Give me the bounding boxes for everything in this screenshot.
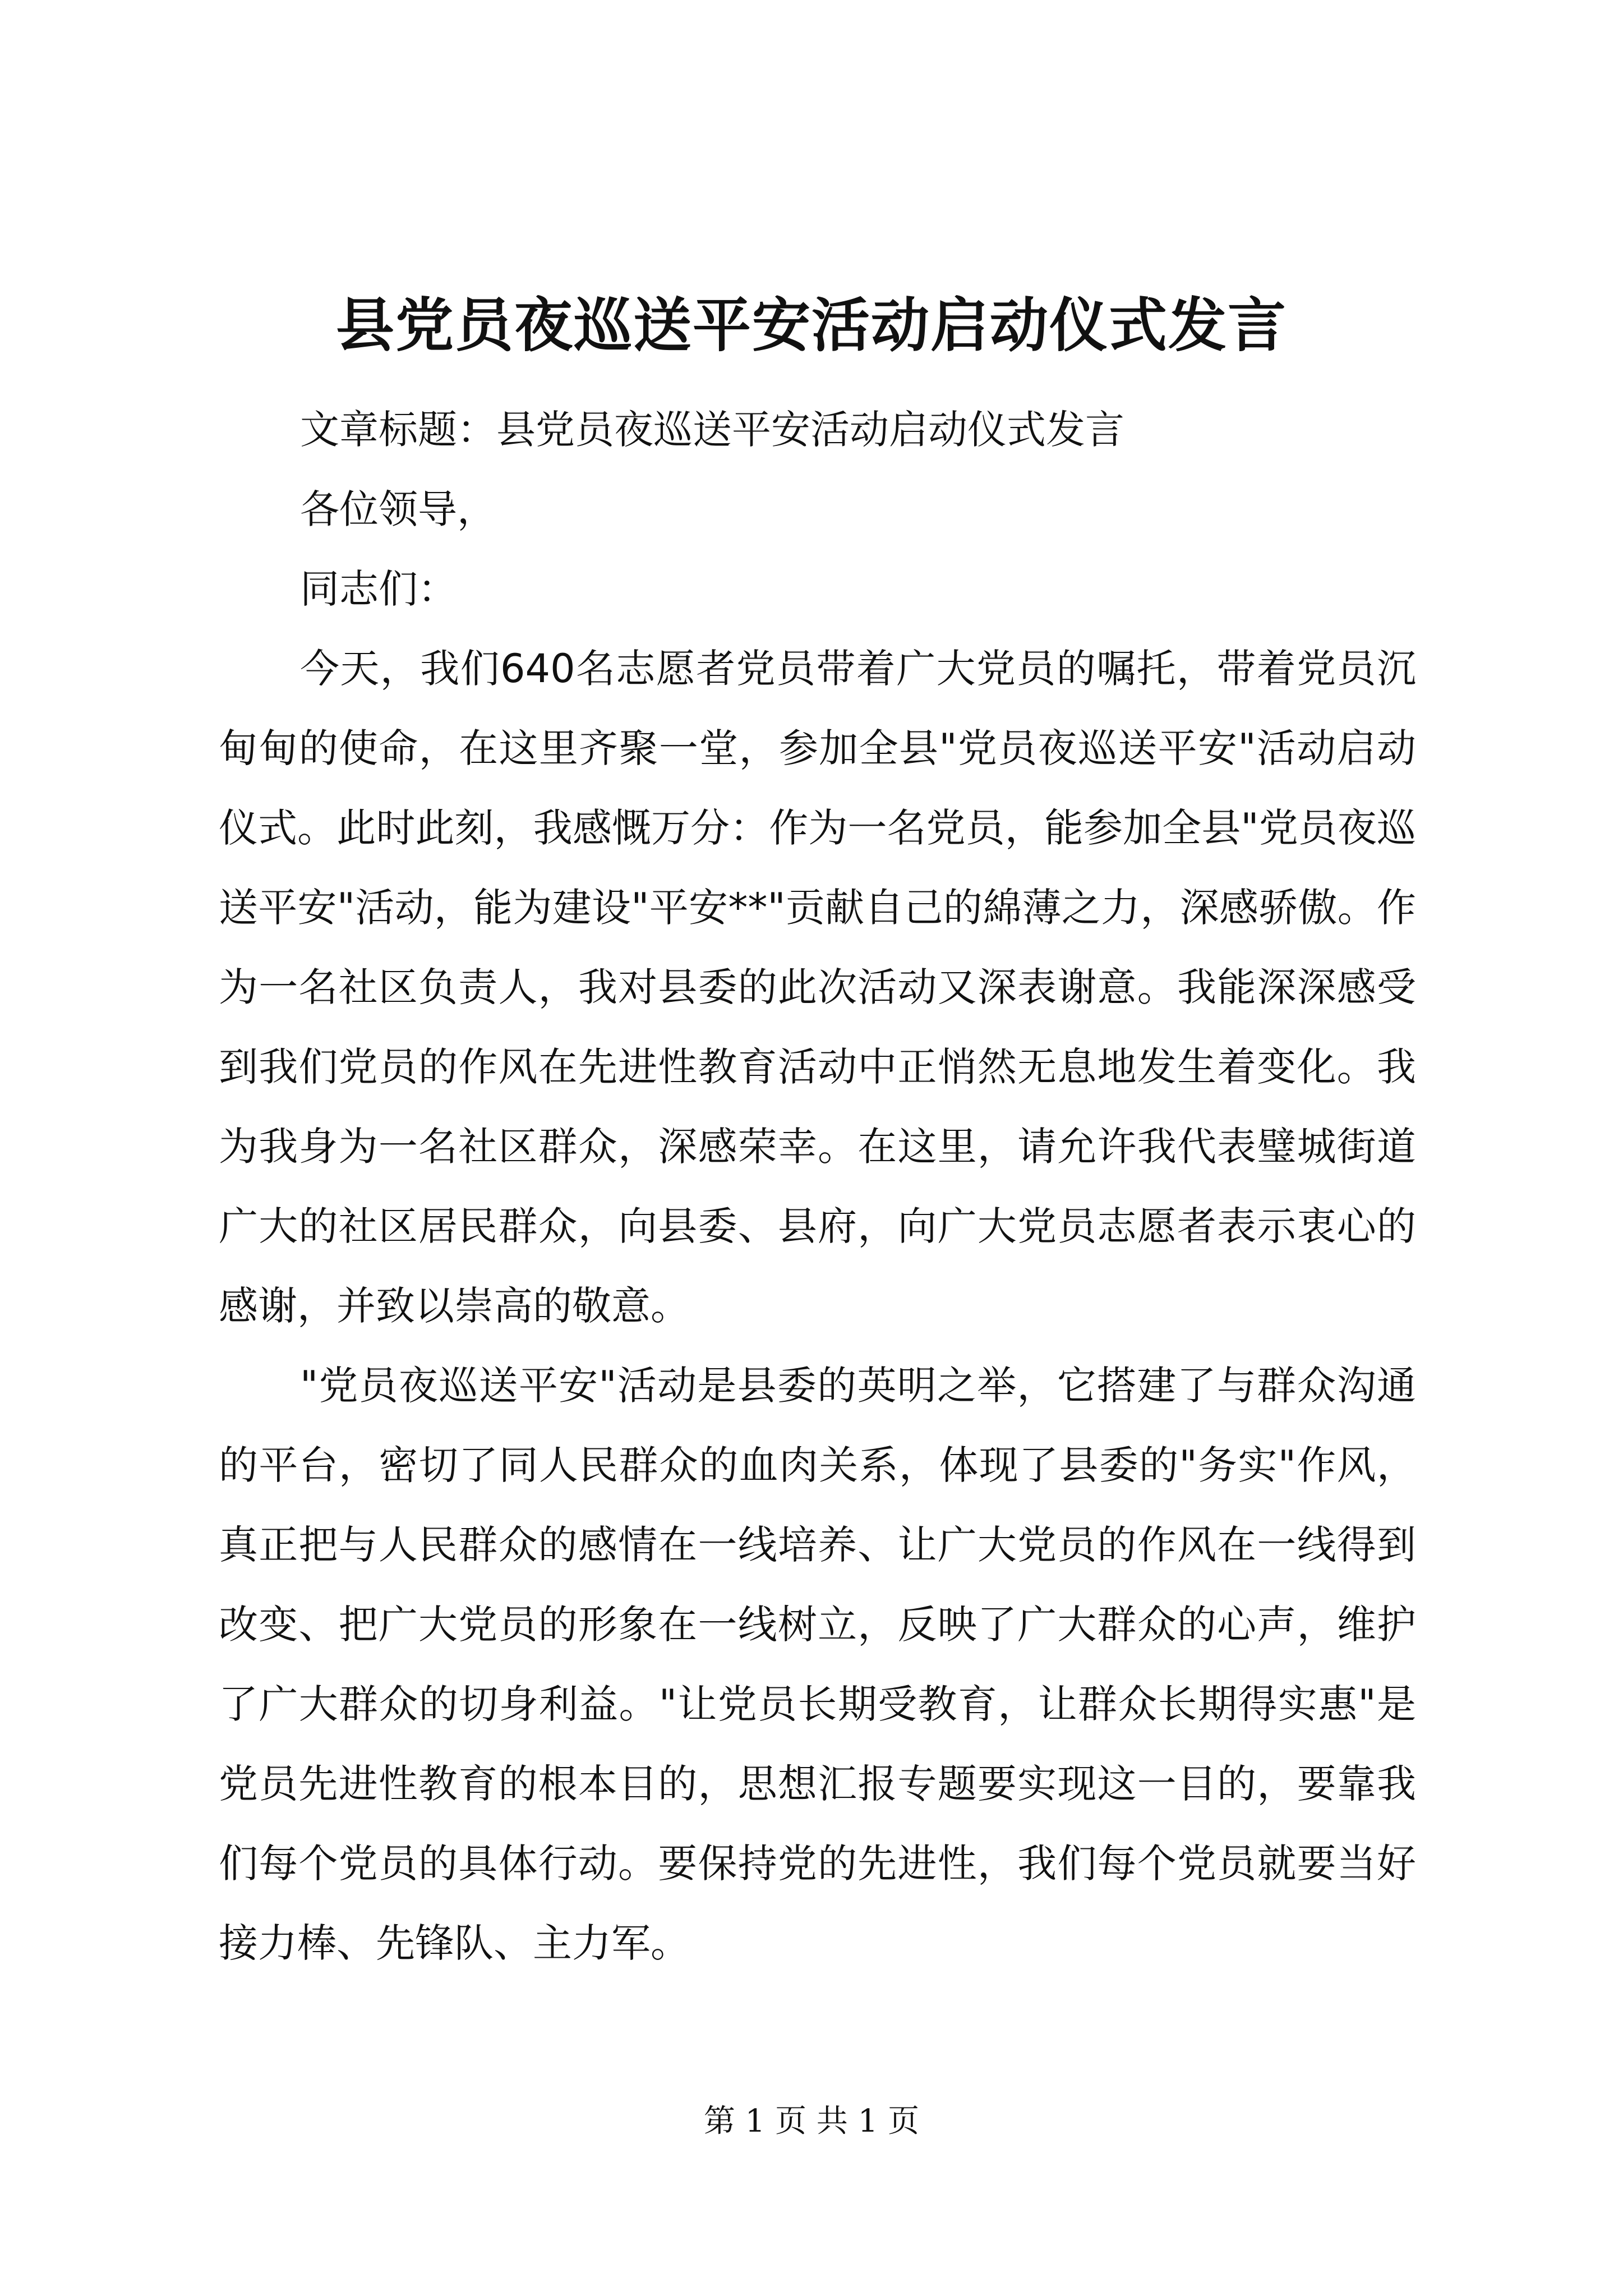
body-paragraph: 今天，我们640名志愿者党员带着广大党员的嘱托，带着党员沉甸甸的使命，在这里齐聚一堂，参加全县"党员夜巡送平安"活动启动仪式。此时此刻，我感慨万分：作为一名党员，能参加全县"党员夜巡送平安"活动，能为建设"平安**"贡献自己的綿薄之力，深感骄傲。作为一名社区负责人，我对县委的此次活动又深表谢意。我能深深感受到我们党员的作风在先进性教育活动中正悄然无息地发生着变化。我为我身为一名社区群众，深感荣幸。在这里，请允许我代表璧城街道广大的社区居民群众，向县委、县府，向广大党员志愿者表示衷心的感谢，并致以崇高的敬意。: [219, 646, 1416, 1329]
article-title-line: 文章标题：县党员夜巡送平安活动启动仪式发言: [300, 407, 1124, 453]
salutation-leaders: 各位领导，: [300, 486, 496, 532]
page-footer: 第 1 页 共 1 页: [703, 2103, 920, 2139]
body-paragraph: "党员夜巡送平安"活动是县委的英明之举，它搭建了与群众沟通的平台，密切了同人民群众的血肉关系，体现了县委的"务实"作风，真正把与人民群众的感情在一线培养、让广大党员的作风在一线得到改变、把广大党员的形象在一线树立，反映了广大群众的心声，维护了广大群众的切身利益。"让党员长期受教育，让群众长期得实惠"是党员先进性教育的根本目的，思想汇报专题要实现这一目的，要靠我们每个党员的具体行动。要保持党的先进性，我们每个党员就要当好接力棒、先锋队、主力军。: [219, 1363, 1416, 1966]
document-body: [219, 390, 1416, 1983]
salutation-comrades: 同志们：: [300, 566, 457, 612]
document-title: 县党员夜巡送平安活动启动仪式发言: [335, 291, 1287, 360]
